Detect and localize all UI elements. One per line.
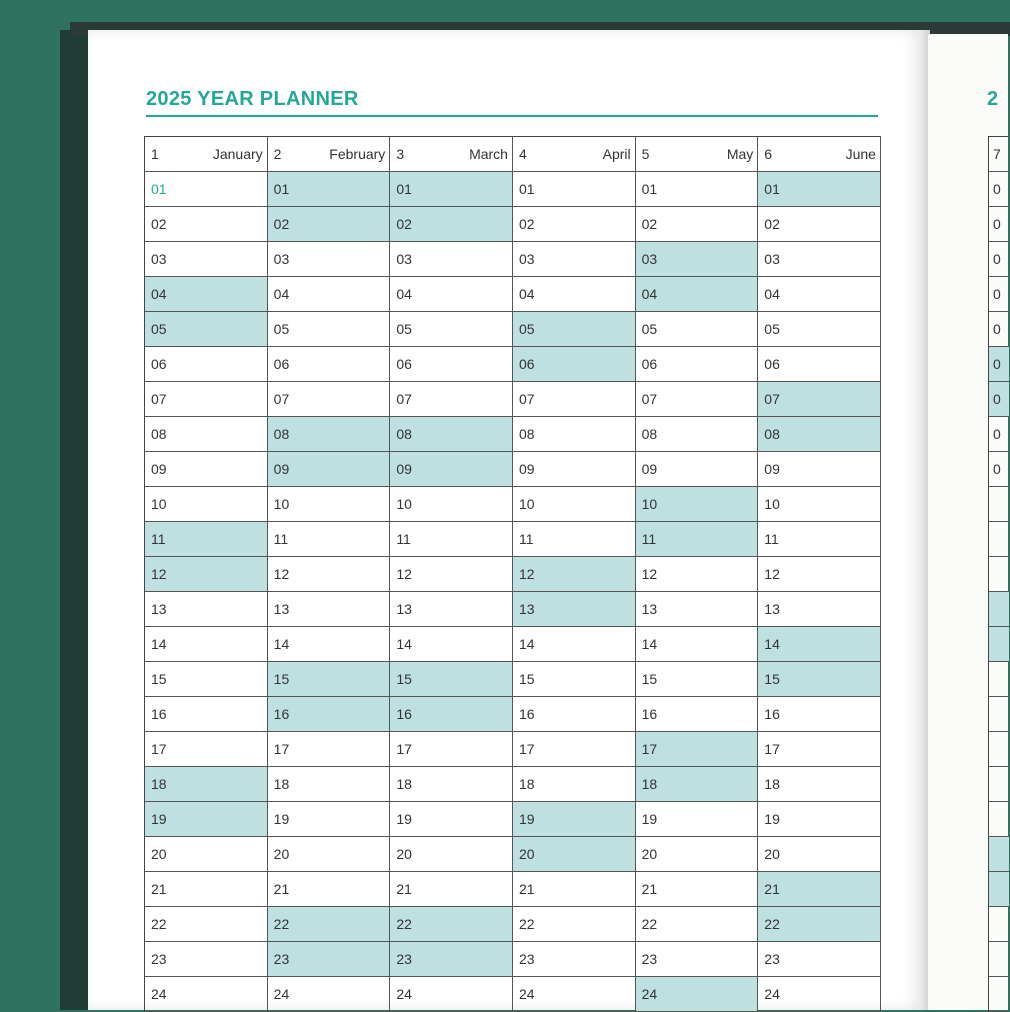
day-cell: 02 [390,207,513,242]
right-month-header: 7 [989,137,1009,172]
right-day-cell: 0 [989,242,1009,277]
day-cell: 17 [636,732,759,767]
day-cell: 05 [513,312,636,347]
day-cell: 21 [268,872,391,907]
day-cell: 24 [513,977,636,1012]
day-cell: 05 [636,312,759,347]
month-name: February [329,146,386,162]
day-cell: 07 [513,382,636,417]
day-cell: 17 [390,732,513,767]
day-cell: 24 [758,977,881,1012]
day-cell: 09 [758,452,881,487]
month-name: April [602,146,631,162]
day-cell: 18 [636,767,759,802]
right-page-grid [988,136,1009,1012]
year-planner-grid [144,136,881,1012]
right-day-cell [989,627,1009,662]
day-cell: 11 [636,522,759,557]
right-day-cell: 0 [989,312,1009,347]
day-cell: 03 [758,242,881,277]
day-cell: 05 [390,312,513,347]
day-cell: 04 [636,277,759,312]
day-cell: 02 [513,207,636,242]
right-day-cell: 0 [989,417,1009,452]
right-day-cell [989,487,1009,522]
day-cell: 19 [145,802,268,837]
day-cell: 16 [390,697,513,732]
day-cell: 24 [268,977,391,1012]
day-cell: 10 [390,487,513,522]
day-cell: 03 [636,242,759,277]
day-cell: 11 [513,522,636,557]
day-cell: 11 [758,522,881,557]
right-day-cell [989,872,1009,907]
day-cell: 21 [390,872,513,907]
day-cell: 16 [758,697,881,732]
day-cell: 13 [145,592,268,627]
day-cell: 22 [390,907,513,942]
day-cell: 11 [268,522,391,557]
right-day-cell: 0 [989,452,1009,487]
day-cell: 05 [145,312,268,347]
day-cell: 01 [636,172,759,207]
month-number: 2 [273,146,282,162]
title-underline [146,115,878,117]
day-cell: 24 [145,977,268,1012]
day-cell: 03 [145,242,268,277]
day-cell: 22 [145,907,268,942]
day-cell: 18 [268,767,391,802]
day-cell: 18 [513,767,636,802]
day-cell: 01 [513,172,636,207]
day-cell: 10 [758,487,881,522]
day-cell: 08 [145,417,268,452]
day-cell: 20 [636,837,759,872]
right-day-cell: 0 [989,347,1009,382]
day-cell: 10 [268,487,391,522]
month-number: 3 [396,146,405,162]
right-day-cell [989,767,1009,802]
day-cell: 12 [758,557,881,592]
day-cell: 21 [758,872,881,907]
day-cell: 08 [636,417,759,452]
day-cell: 06 [268,347,391,382]
day-cell: 03 [390,242,513,277]
day-cell: 04 [390,277,513,312]
page-title: 2025 YEAR PLANNER [146,88,359,110]
day-cell: 02 [758,207,881,242]
month-header [268,137,391,172]
day-cell: 14 [145,627,268,662]
right-day-cell [989,522,1009,557]
day-cell: 09 [513,452,636,487]
day-cell: 01 [268,172,391,207]
day-cell: 14 [758,627,881,662]
day-cell: 15 [636,662,759,697]
day-cell: 03 [513,242,636,277]
day-cell: 19 [390,802,513,837]
right-day-cell [989,837,1009,872]
day-cell: 06 [145,347,268,382]
month-name: May [726,146,754,162]
day-cell: 20 [513,837,636,872]
right-day-cell [989,732,1009,767]
month-name: March [469,146,508,162]
right-day-cell: 0 [989,207,1009,242]
day-cell: 19 [758,802,881,837]
day-cell: 13 [636,592,759,627]
day-cell: 06 [758,347,881,382]
month-header [513,137,636,172]
right-page-title: 2 [987,88,999,110]
day-cell: 14 [513,627,636,662]
day-cell: 22 [513,907,636,942]
month-header [636,137,759,172]
day-cell: 20 [268,837,391,872]
day-cell: 07 [390,382,513,417]
day-cell: 15 [268,662,391,697]
day-cell: 16 [636,697,759,732]
day-cell: 11 [390,522,513,557]
day-cell: 20 [145,837,268,872]
day-cell: 12 [268,557,391,592]
day-cell: 23 [513,942,636,977]
day-cell: 15 [145,662,268,697]
month-header [390,137,513,172]
day-cell: 18 [758,767,881,802]
day-cell: 07 [758,382,881,417]
day-cell: 17 [268,732,391,767]
day-cell: 22 [758,907,881,942]
day-cell: 05 [268,312,391,347]
day-cell: 15 [513,662,636,697]
right-day-cell: 0 [989,172,1009,207]
month-name: January [212,146,263,162]
day-cell: 10 [145,487,268,522]
day-cell: 03 [268,242,391,277]
day-cell: 24 [390,977,513,1012]
day-cell: 12 [513,557,636,592]
day-cell: 24 [636,977,759,1012]
day-cell: 10 [636,487,759,522]
day-cell: 16 [513,697,636,732]
day-cell: 09 [390,452,513,487]
day-cell: 16 [268,697,391,732]
day-cell: 12 [636,557,759,592]
day-cell: 05 [758,312,881,347]
day-cell: 23 [758,942,881,977]
day-cell: 12 [390,557,513,592]
right-day-cell [989,942,1009,977]
month-number: 1 [151,146,159,162]
day-cell: 04 [268,277,391,312]
right-day-cell: 0 [989,382,1009,417]
day-cell: 17 [513,732,636,767]
day-cell: 21 [145,872,268,907]
day-cell: 02 [268,207,391,242]
right-day-cell [989,802,1009,837]
day-cell: 11 [145,522,268,557]
day-cell: 17 [145,732,268,767]
day-cell: 23 [636,942,759,977]
day-cell: 15 [390,662,513,697]
day-cell: 06 [636,347,759,382]
day-cell: 23 [145,942,268,977]
day-cell: 12 [145,557,268,592]
day-cell: 06 [513,347,636,382]
day-cell: 16 [145,697,268,732]
day-cell: 22 [268,907,391,942]
day-cell: 06 [390,347,513,382]
day-cell: 08 [758,417,881,452]
month-number: 4 [518,146,527,162]
right-day-cell [989,662,1009,697]
day-cell: 17 [758,732,881,767]
day-cell: 21 [513,872,636,907]
day-cell: 09 [268,452,391,487]
day-cell: 14 [390,627,513,662]
day-cell: 08 [268,417,391,452]
day-cell: 23 [390,942,513,977]
day-cell: 19 [636,802,759,837]
day-cell: 23 [268,942,391,977]
day-cell: 19 [513,802,636,837]
month-number: 5 [641,146,650,162]
month-header [758,137,881,172]
day-cell: 21 [636,872,759,907]
day-cell: 04 [513,277,636,312]
day-cell: 13 [268,592,391,627]
day-cell: 10 [513,487,636,522]
month-number: 6 [764,146,773,162]
day-cell: 08 [513,417,636,452]
day-cell: 07 [268,382,391,417]
day-cell: 13 [390,592,513,627]
right-day-cell: 0 [989,277,1009,312]
day-cell: 04 [758,277,881,312]
day-cell: 08 [390,417,513,452]
day-cell: 07 [145,382,268,417]
day-cell: 15 [758,662,881,697]
day-cell: 09 [145,452,268,487]
right-day-cell [989,977,1009,1012]
right-day-cell [989,697,1009,732]
month-header [145,137,268,172]
day-cell: 01 [145,172,268,207]
day-cell: 20 [390,837,513,872]
day-cell: 07 [636,382,759,417]
right-day-cell [989,557,1009,592]
month-name: June [845,146,876,162]
day-cell: 09 [636,452,759,487]
right-day-cell [989,592,1009,627]
book-spine [60,30,90,1010]
right-day-cell [989,907,1009,942]
day-cell: 13 [758,592,881,627]
day-cell: 18 [390,767,513,802]
day-cell: 19 [268,802,391,837]
day-cell: 13 [513,592,636,627]
day-cell: 14 [268,627,391,662]
day-cell: 20 [758,837,881,872]
day-cell: 02 [636,207,759,242]
day-cell: 01 [390,172,513,207]
day-cell: 02 [145,207,268,242]
day-cell: 14 [636,627,759,662]
day-cell: 22 [636,907,759,942]
day-cell: 18 [145,767,268,802]
day-cell: 01 [758,172,881,207]
day-cell: 04 [145,277,268,312]
